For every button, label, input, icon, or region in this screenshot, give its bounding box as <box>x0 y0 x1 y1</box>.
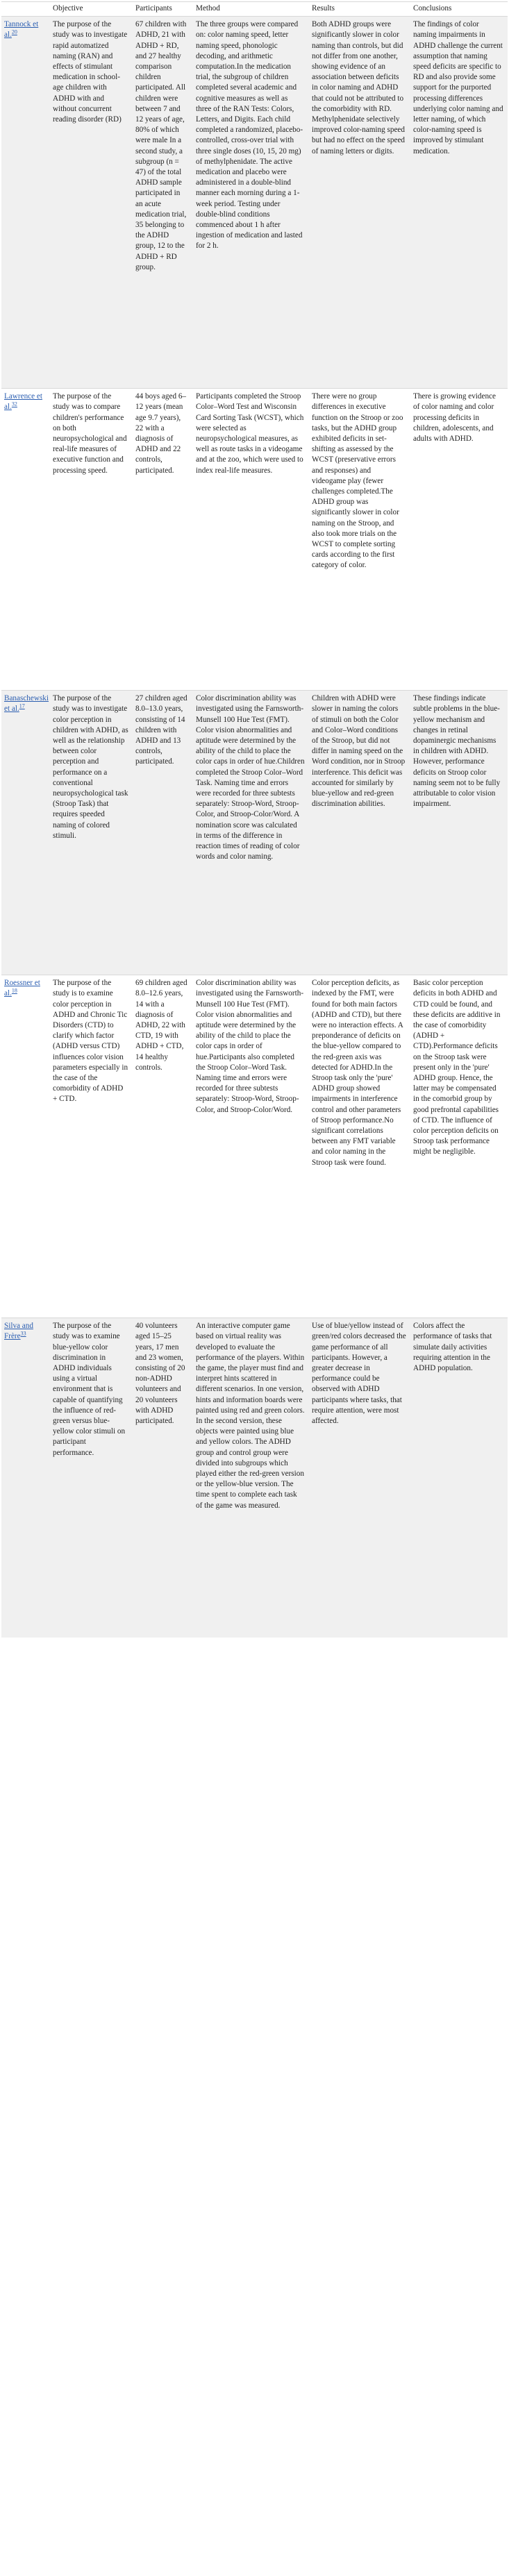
method-cell: An interactive computer game based on virtual reality was developed to evaluate the performance of the players. Within the game, the player must find and interpret hints scattered in different scenarios. In one version, hints and information boards were painted using red and green colors. In the second version, these objects were painted using blue and yellow colors. The ADHD group and control group were divided into subgroups which played either the red-green version or the yellow-blue version. The time spent to complete each task of the game was measured. <box>193 1318 309 1638</box>
header-conclusions: Conclusions <box>410 2 508 17</box>
table-row <box>1 17 508 389</box>
header-results: Results <box>309 2 410 17</box>
participants-cell: 40 volunteers aged 15–25 years, 17 men and 23 women, consisting of 20 non-ADHD volunteers and 20 volunteers with ADHD participated. <box>133 1318 193 1638</box>
reference-link[interactable]: 33 <box>20 1330 26 1337</box>
header-cell <box>1 2 50 17</box>
author-link[interactable]: Silva and Frère <box>4 1322 33 1341</box>
participants-cell: 44 boys aged 6–12 years (mean age 9.7 years), 22 with a diagnosis of ADHD and 22 controls, participated. <box>133 389 193 691</box>
results-cell: Use of blue/yellow instead of green/red colors decreased the game performance of all participants. However, a greater decrease in performance could be observed with ADHD participants where tasks, that require attention, were most affected. <box>309 1318 410 1638</box>
header-method: Method <box>193 2 309 17</box>
results-cell: Children with ADHD were slower in naming the colors of stimuli on both the Color and Color–Word conditions of the Stroop, but did not differ in naming speed on the Word condition, nor in Stroop interference. This deficit was accounted for similarly by blue-yellow and red-green discrimination abilities. <box>309 691 410 975</box>
author-link[interactable]: Lawrence et al. <box>4 392 42 412</box>
reference-link[interactable]: 32 <box>11 401 17 407</box>
method-cell: The three groups were compared on: color naming speed, letter naming speed, phonologic decoding, and arithmetic computation.In the medication trial, the subgroup of children completed several academic and cognitive measures as well as three of the RAN Tests: Colors, Letters, and Digits. Each child completed a randomized, placebo-controlled, cross-over trial with three single doses (10, 15, 20 mg) of methylphenidate. The active medication and placebo were administered in a double-blind manner each morning during a 1-week period. Testing under double-blind conditions commenced about 1 h after ingestion of medication and lasted for 2 h. <box>193 17 309 389</box>
header-objective: Objective <box>50 2 133 17</box>
results-cell: Color perception deficits, as indexed by the FMT, were found for both main factors (ADHD and CTD), but there were no interaction effects. A preponderance of deficits on the blue-yellow compared to the red-green axis was detected for ADHD.In the Stroop task only the 'pure' ADHD group showed impairments in interference control and other parameters of Stroop performance.No significant correlations between any FMT variable and color naming in the Stroop task were found. <box>309 975 410 1318</box>
method-cell: Participants completed the Stroop Color–Word Test and Wisconsin Card Sorting Task (WCST), which were selected as neuropsychological measures, as well as route tasks in a videogame and at the zoo, which were used to index real-life measures. <box>193 389 309 691</box>
objective-cell: The purpose of the study is to examine color perception in ADHD and Chronic Tic Disorders (CTD) to clarify which factor (ADHD versus CTD) influences color vision parameters especially in the case of the comorbidity of ADHD + CTD. <box>50 975 133 1318</box>
header-participants: Participants <box>133 2 193 17</box>
objective-cell: The purpose of the study was to examine blue-yellow color discrimination in ADHD individuals using a virtual environment that is capable of quantifying the influence of red-green versus blue-yellow color stimuli on participant performance. <box>50 1318 133 1638</box>
method-cell: Color discrimination ability was investigated using the Farnsworth-Munsell 100 Hue Test (FMT). Color vision abnormalities and aptitude were determined by the ability of the child to place the color caps in order of hue.Children completed the Stroop Color–Word Task. Naming time and errors were recorded for three subtests separately: Stroop-Word, Stroop-Color, and Stroop-Color/Word. A nomination score was calculated in terms of the difference in reaction times of reading of color words and color naming. <box>193 691 309 975</box>
table-row <box>1 975 508 1318</box>
studies-table <box>1 1 508 1638</box>
objective-cell: The purpose of the study was to investigate rapid automatized naming (RAN) and effects of stimulant medication in school-age children with ADHD with and without concurrent reading disorder (RD) <box>50 17 133 389</box>
conclusions-cell: Basic color perception deficits in both ADHD and CTD could be found, and these deficits are additive in the case of comorbidity (ADHD + CTD).Performance deficits on the Stroop task were present only in the 'pure' ADHD group. Hence, the latter may be compensated in the comorbid group by good prefrontal capabilities of CTD. The influence of color perception deficits on Stroop task performance might be negligible. <box>410 975 508 1318</box>
table-row <box>1 389 508 691</box>
author-cell <box>1 975 50 1318</box>
reference-link[interactable]: 20 <box>11 28 17 35</box>
results-cell: Both ADHD groups were significantly slower in color naming than controls, but did not differ from one another, showing evidence of an association between deficits in color naming and ADHD that could not be attributed to the comorbidity with RD. Methylphenidate selectively improved color-naming speed but had no effect on the speed of naming letters or digits. <box>309 17 410 389</box>
author-cell <box>1 1318 50 1638</box>
method-cell: Color discrimination ability was investigated using the Farnsworth-Munsell 100 Hue Test (FMT). Color vision abnormalities and aptitude were determined by the ability of the child to place the color caps in order of hue.Participants also completed the Stroop Color–Word Task. Naming time and errors were recorded for three subtests separately: Stroop-Word, Stroop-Color, and Stroop-Color/Word. <box>193 975 309 1318</box>
conclusions-cell: Colors affect the performance of tasks that simulate daily activities requiring attention in the ADHD population. <box>410 1318 508 1638</box>
header-row <box>1 2 508 17</box>
objective-cell: The purpose of the study was to compare children's performance on both neuropsychological and real-life measures of executive function and processing speed. <box>50 389 133 691</box>
results-cell: There were no group differences in executive function on the Stroop or zoo tasks, but the ADHD group exhibited deficits in set-shifting as assessed by the WCST (preservative errors and responses) and videogame play (fewer challenges completed.The ADHD group was significantly slower in color naming on the Stroop, and also took more trials on the WCST to complete sorting cards according to the first category of color. <box>309 389 410 691</box>
conclusions-cell: The findings of color naming impairments in ADHD challenge the current assumption that naming speed deficits are specific to RD and also provide some support for the purported processing differences underlying color naming and letter naming, of which color-naming speed is improved by stimulant medication. <box>410 17 508 389</box>
author-cell <box>1 389 50 691</box>
reference-link[interactable]: 18 <box>11 987 17 994</box>
participants-cell: 67 children with ADHD, 21 with ADHD + RD, and 27 healthy comparison children participated. All children were between 7 and 12 years of age, 80% of which were male In a second study, a subgroup (n = 47) of the total ADHD sample participated in an acute medication trial, 35 belonging to the ADHD group, 12 to the ADHD + RD group. <box>133 17 193 389</box>
author-link[interactable]: Tannock et al. <box>4 20 39 40</box>
table-row <box>1 1318 508 1638</box>
author-link[interactable]: Banaschewski et al. <box>4 694 49 714</box>
participants-cell: 27 children aged 8.0–13.0 years, consisting of 14 children with ADHD and 13 controls, participated. <box>133 691 193 975</box>
participants-cell: 69 children aged 8.0–12.6 years, 14 with a diagnosis of ADHD, 22 with CTD, 19 with ADHD + CTD, 14 healthy controls. <box>133 975 193 1318</box>
table-row <box>1 691 508 975</box>
objective-cell: The purpose of the study was to investigate color perception in children with ADHD, as well as the relationship between color perception and performance on a conventional neuropsychological task (Stroop Task) that requires speeded naming of colored stimuli. <box>50 691 133 975</box>
reference-link[interactable]: 17 <box>19 702 25 709</box>
conclusions-cell: These findings indicate subtle problems in the blue-yellow mechanism and changes in retinal dopaminergic mechanisms in children with ADHD. However, performance deficits on Stroop color naming seem not to be fully attributable to color vision impairment. <box>410 691 508 975</box>
author-link[interactable]: Roessner et al. <box>4 979 40 998</box>
conclusions-cell: There is growing evidence of color naming and color processing deficits in children, adolescents, and adults with ADHD. <box>410 389 508 691</box>
author-cell <box>1 691 50 975</box>
author-cell <box>1 17 50 389</box>
